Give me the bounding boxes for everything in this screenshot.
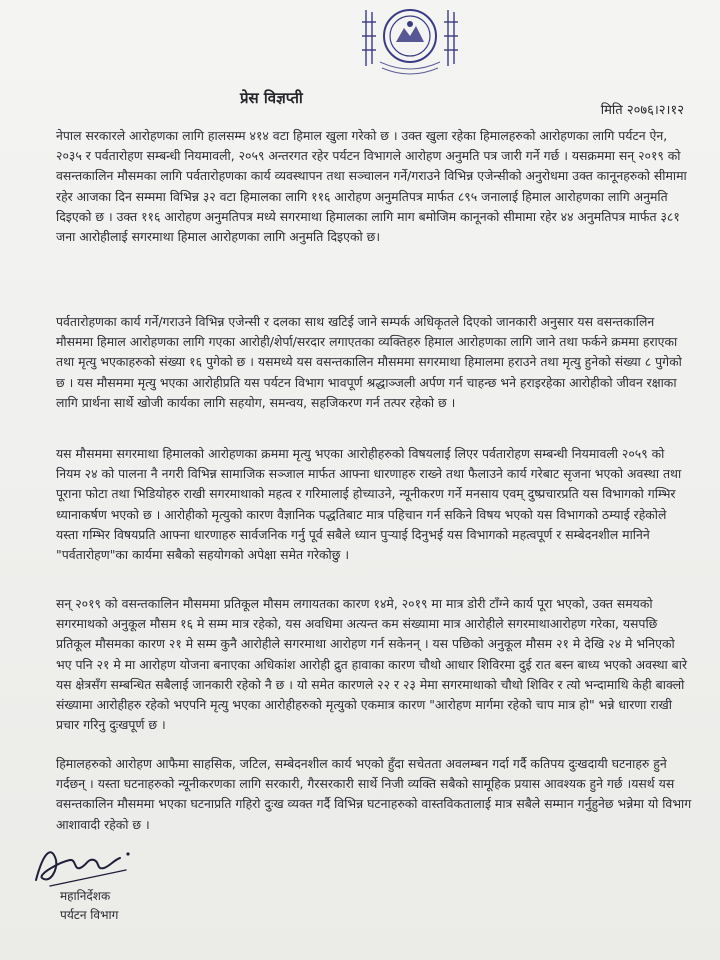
document-date: मिति २०७६।२।१२ (600, 103, 684, 118)
signatory-department: पर्यटन विभाग (60, 908, 119, 922)
handwritten-signature (30, 840, 140, 890)
paragraph: सन् २०१९ को वसन्तकालिन मौसममा प्रतिकूल मौसम लगायतका कारण १४मे, २०१९ मा मात्र डोरी टाँग्ने कार्य पूरा भएको, उक्त समयको सगरमाथको अनुकूल मौसम १६ मे सम्म मात्र रहेको, यस अवधिमा अत्यन्त कम संख्यामा मात्र आरोहीले सगरमाथाआरोहण गरेका, यसपछि प्रतिकूल मौसमका कारण २१ मे सम्म कुनै आरोहीले सगरमाथा आरोहण गर्न सकेनन् । यस पछिको अनुकूल मौसम २१ मे देखि २४ मे भनिएको भए पनि २१ मे मा आरोहण योजना बनाएका अधिकांश आरोही द्रुत हावाका कारण चौथो आधार शिविरमा दुई रात बस्न बाध्य भएको अवस्था बारे यस क्षेत्रसँग सम्बन्धित सबैलाई जानकारी रहेको नै छ । यो समेत कारणले २२ र २३ मेमा सगरमाथाको चौथो शिविर र त्यो भन्दामाथि केही बाक्लो संख्यामा आरोहीहरु रहेको भएपनि मृत्यु भएका आरोहीहरुको मृत्युको एकमात्र कारण "आरोहण मार्गमा रहेको चाप मात्र हो" भन्ने धारणा राखी प्रचार गरिनु दुःखपूर्ण छ । (56, 596, 688, 733)
paragraph: यस मौसममा सगरमाथा हिमालको आरोहणका क्रममा मृत्यु भएका आरोहीहरुको विषयलाई लिएर पर्वतारोहण सम्बन्धी नियमावली २०५९ को नियम २४ को पालना नै नगरी विभिन्न सामाजिक सञ्जाल मार्फत आफ्ना धारणाहरु राख्ने तथा फैलाउने कार्य गरेबाट सृजना भएको अवस्था तथा पूराना फोटा तथा भिडियोहरु राखी सगरमाथाको महत्व र गरिमालाई होच्याउने, न्यूनीकरण गर्ने मनसाय एवम् दुष्प्रचारप्रति यस विभागको गम्भिर ध्यानाकर्षण भएको छ । आरोहीको मृत्युको कारण वैज्ञानिक पद्धतिबाट मात्र पहिचान गर्न सकिने विषय भएको यस विभागको ठम्याई रहेकोले यस्ता गम्भिर विषयप्रति आफ्ना धारणाहरु सार्वजनिक गर्नु पूर्व सबैले ध्यान पुऱ्याई दिनुभई यस विभागको महत्वपूर्ण र सम्बेदनशील मानिने "पर्वतारोहण"का कार्यमा सबैको सहयोगको अपेक्षा समेत गरेकोछु । (56, 446, 682, 563)
paragraph: हिमालहरुको आरोहण आफैमा साहसिक, जटिल, सम्बेदनशील कार्य भएको हुँदा सचेतता अवलम्बन गर्दा गर्दै कतिपय दुःखदायी घटनाहरु हुने गर्दछन् । यस्ता घटनाहरुको न्यूनीकरणका लागि सरकारी, गैरसरकारी सार्थे निजी व्यक्ति सबैको सामूहिक प्रयास आवश्यक हुने गर्छ ।यसर्थ यस वसन्तकालिन मौसममा भएका घटनाप्रति गहिरो दुःख व्यक्त गर्दै विभिन्न घटनाहरुको वास्तविकतालाई मात्र सबैले सम्मान गर्नुहुनेछ भन्नेमा यो विभाग आशावादी रहेको छ । (56, 756, 692, 832)
paragraph: पर्वतारोहणका कार्य गर्ने/गराउने विभिन्न एजेन्सी र दलका साथ खटिई जाने सम्पर्क अधिकृतले दिएको जानकारी अनुसार यस वसन्तकालिन मौसममा हिमाल आरोहणका लागि गएका आरोही/शेर्पा/सरदार लगाएतका व्यक्तिहरु हिमाल आरोहणका लागि जाने तथा फर्कने क्रममा हराएका तथा मृत्यु भएकाहरुको संख्या १६ पुगेको छ । यसमध्ये यस वसन्तकालिन मौसममा सगरमाथा हिमालमा हराउने तथा मृत्यु हुनेको संख्या ८ पुगेको छ । यस मौसममा मृत्यु भएका आरोहीप्रति यस पर्यटन विभाग भावपूर्ण श्रद्धाञ्जली अर्पण गर्न चाहन्छ भने हराइरहेका आरोहीको जीवन रक्षाका लागि प्रार्थना सार्थे खोजी कार्यका लागि सहयोग, समन्वय, सहजिकरण गर्न तत्पर रहेको छ । (56, 314, 682, 410)
paragraph: नेपाल सरकारले आरोहणका लागि हालसम्म ४१४ वटा हिमाल खुला गरेको छ । उक्त खुला रहेका हिमालहरुको आरोहणका लागि पर्यटन ऐन, २०३५ र पर्वतारोहण सम्बन्धी नियमावली, २०५९ अन्तरगत रहेर पर्यटन विभागले आरोहण अनुमति पत्र जारी गर्ने गर्छ । यसक्रममा सन् २०१९ को वसन्तकालिन मौसमका लागि पर्वतारोहणका कार्य व्यवस्थापन तथा सञ्चालन गर्ने/गराउने विभिन्न एजेन्सीको अनुरोधमा उक्त कानूनहरुको सीमामा रहेर आजका दिन सम्ममा विभिन्न ३२ वटा हिमालका लागि ११६ आरोहण अनुमतिपत्र मार्फत ८९५ जनालाई हिमाल आरोहणका लागि अनुमति दिइएको छ । उक्त ११६ आरोहण अनुमतिपत्र मध्ये सगरमाथा हिमालका लागि माग बमोजिम कानूनको सीमामा रहेर ४४ अनुमतिपत्र मार्फत ३८१ जना आरोहीलाई सगरमाथा हिमाल आरोहणका लागि अनुमति दिइएको छ। (56, 128, 687, 245)
document-title: प्रेस विज्ञप्ती (240, 89, 303, 107)
signatory-designation: महानिर्देशक (60, 889, 111, 903)
government-seal-icon (352, 2, 464, 110)
